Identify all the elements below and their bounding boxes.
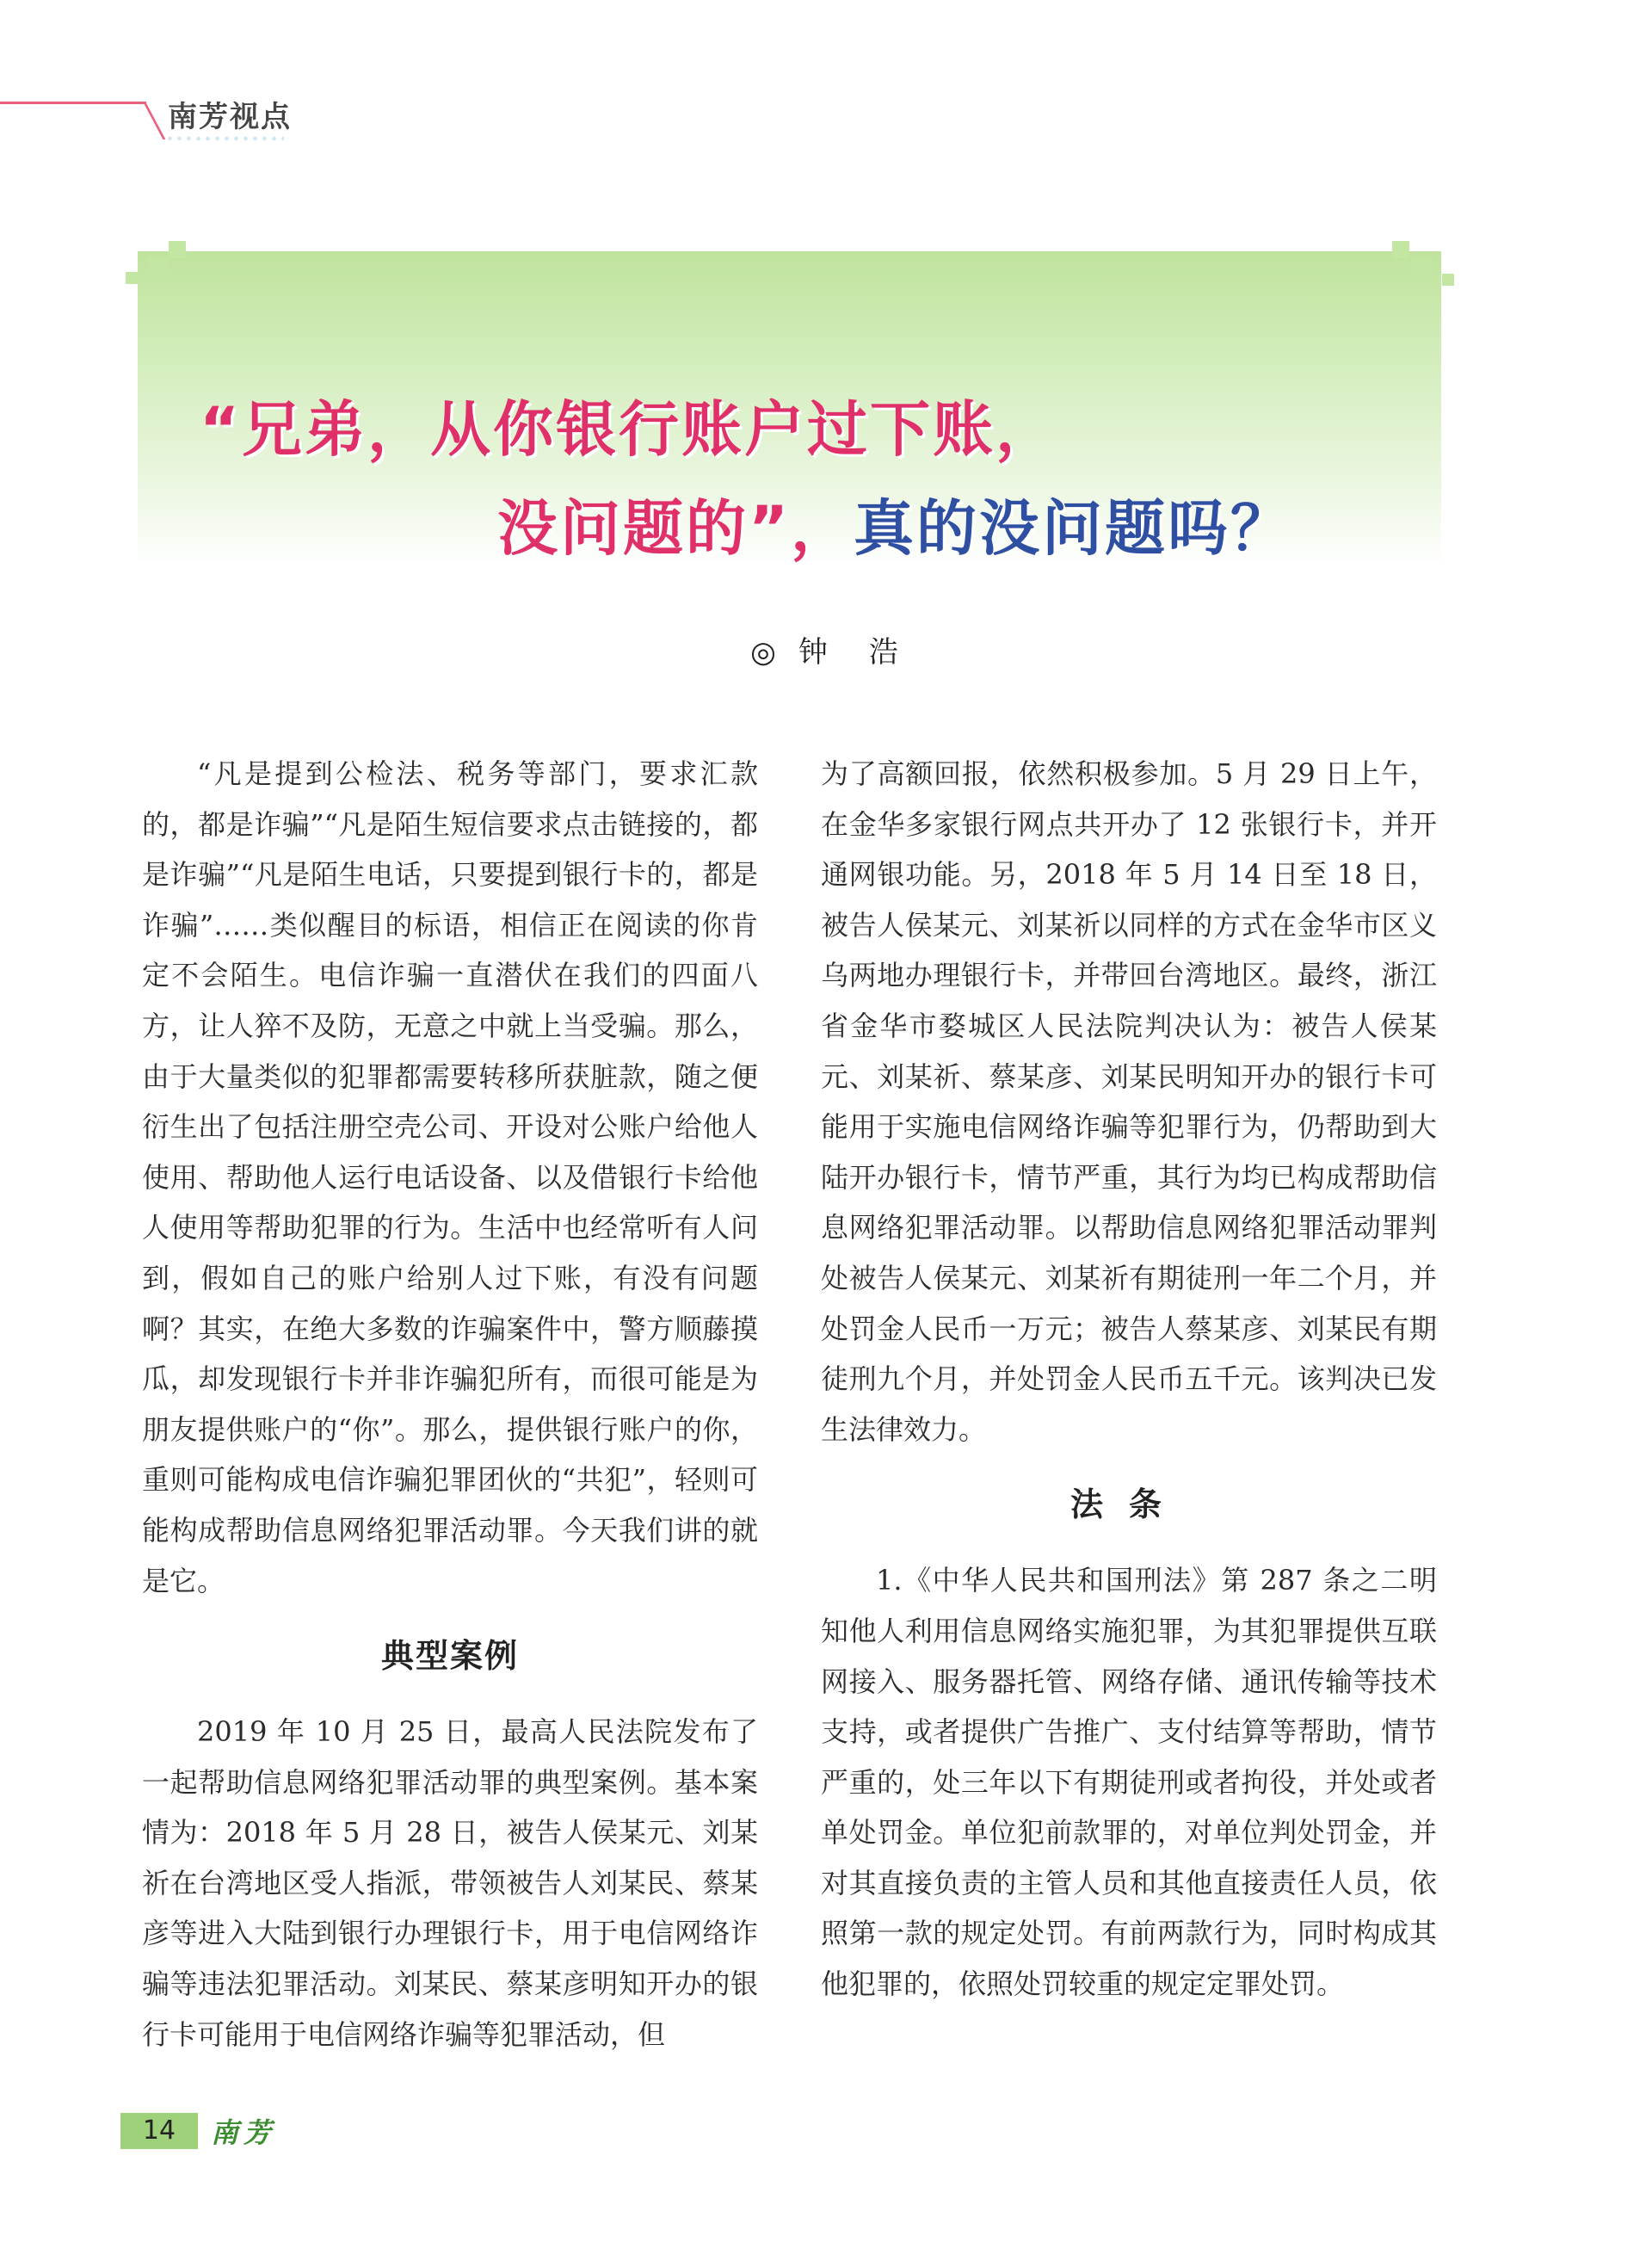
article-title-line2-blue: 真的没问题吗？: [854, 493, 1294, 564]
author-mark-icon: ◎: [750, 635, 780, 670]
banner-pixel-decoration: [1392, 241, 1409, 258]
section-title: 南芳视点: [168, 100, 292, 134]
author-name-part2: 浩: [868, 635, 902, 670]
magazine-name: 南芳: [211, 2116, 277, 2149]
author-byline: [0, 628, 1652, 670]
left-column: [142, 749, 758, 2060]
case-heading: 典型案例: [380, 1637, 519, 1676]
banner-pixel-decoration: [1442, 274, 1454, 286]
banner-pixel-decoration: [126, 272, 138, 284]
header-rule-slant: [143, 102, 165, 139]
law-paragraph: 1.《中华人民共和国刑法》第 287 条之二明知他人利用信息网络实施犯罪，为其犯罪提供互联网接入、服务器托管、网络存储、通讯传输等技术支持，或者提供广告推广、支付结算等帮助，情节严重的，处三年以下有期徒刑或者拘役，并处或者单处罚金。单位犯前款罪的，对单位判处罚金，并对其直接负责的主管人员和其他直接责任人员，依照第一款的规定处罚。有前两款行为，同时构成其他犯罪的，依照处罚较重的规定定罪处罚。: [821, 1564, 1437, 2001]
law-heading: 法条: [1069, 1485, 1187, 1524]
right-column: [821, 749, 1437, 2010]
banner-pixel-decoration: [1411, 258, 1432, 279]
banner-pixel-decoration: [148, 258, 169, 279]
banner-pixel-decoration: [169, 241, 186, 258]
case-paragraph: 2019 年 10 月 25 日，最高人民法院发布了一起帮助信息网络犯罪活动罪的典型案例。基本案情为：2018 年 5 月 28 日，被告人侯某元、刘某祈在台湾地区受人指派，带领被告人刘某民、蔡某彦等进入大陆到银行办理银行卡，用于电信网络诈骗等违法犯罪活动。刘某民、蔡某彦明知开办的银行卡可能用于电信网络诈骗等犯罪活动，但: [142, 1715, 758, 2051]
header-rule: [0, 102, 146, 104]
intro-paragraph: “凡是提到公检法、税务等部门，要求汇款的，都是诈骗”“凡是陌生短信要求点击链接的，都是诈骗”“凡是陌生电话，只要提到银行卡的，都是诈骗”……类似醒目的标语，相信正在阅读的你肯定不会陌生。电信诈骗一直潜伏在我们的四面八方，让人猝不及防，无意之中就上当受骗。那么，由于大量类似的犯罪都需要转移所获脏款，随之便衍生出了包括注册空壳公司、开设对公账户给他人使用、帮助他人运行电话设备、以及借银行卡给他人使用等帮助犯罪的行为。生活中也经常听有人问到，假如自己的账户给别人过下账，有没有问题啊？其实，在绝大多数的诈骗案件中，警方顺藤摸瓜，却发现银行卡并非诈骗犯所有，而很可能是为朋友提供账户的“你”。那么，提供银行账户的你，重则可能构成电信诈骗犯罪团伙的“共犯”，轻则可能构成帮助信息网络犯罪活动罪。今天我们讲的就是它。: [142, 757, 758, 1597]
author-name-part1: 钟: [798, 635, 831, 670]
article-title-line1: “兄弟，从你银行账户过下账，: [200, 394, 1059, 465]
case-continued-paragraph: 为了高额回报，依然积极参加。5 月 29 日上午，在金华多家银行网点共开办了 12 张银行卡，并开通网银功能。另，2018 年 5 月 14 日至 18 日，被告人侯某元、刘某祈以同样的方式在金华市区义乌两地办理银行卡，并带回台湾地区。最终，浙江省金华市婺城区人民法院判决认为：被告人侯某元、刘某祈、蔡某彦、刘某民明知开办的银行卡可能用于实施电信网络诈骗等犯罪行为，仍帮助到大陆开办银行卡，情节严重，其行为均已构成帮助信息网络犯罪活动罪。以帮助信息网络犯罪活动罪判处被告人侯某元、刘某祈有期徒刑一年二个月，并处罚金人民币一万元；被告人蔡某彦、刘某民有期徒刑九个月，并处罚金人民币五千元。该判决已发生法律效力。: [821, 757, 1437, 1446]
header-dots-decoration: [165, 134, 284, 143]
article-title-line2-pink: 没问题的”，: [497, 493, 854, 564]
article-title-line2: [497, 480, 1293, 567]
page-number: 14: [120, 2113, 198, 2149]
